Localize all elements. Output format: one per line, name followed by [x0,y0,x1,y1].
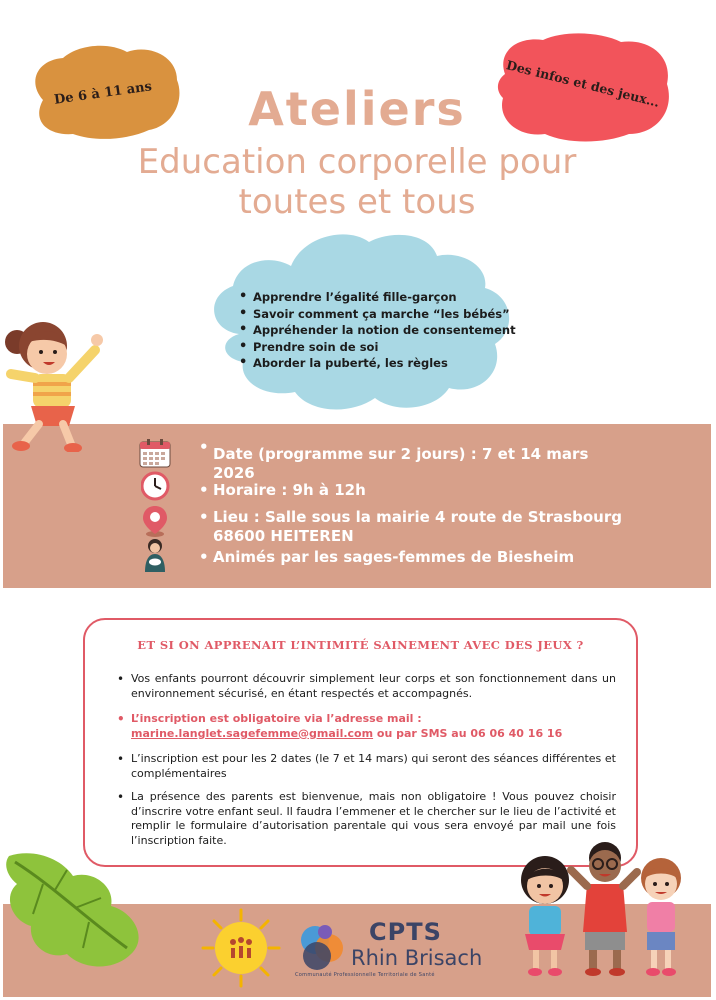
paragraph-4-text: La présence des parents est bienvenue, mais non obligatoire ! Vous pouvez choisir d’inscrire votre enfant seul. Il faudra l’emmener et le chercher sur le lieu de l’activité et remplir le formulaire d’autorisation parentale qui vous sera envoyé par mail une fois l’inscription faite. [131,790,616,847]
topic-item: • Apprendre l’égalité fille-garçon [253,289,533,306]
info-box-title: ET SI ON APPRENAIT L’INTIMITÉ SAINEMENT AVEC DES JEUX ? [137,638,584,652]
page-title: Ateliers [248,82,466,136]
topic-item: • Prendre soin de soi [253,339,533,356]
info-paragraph [117,672,616,701]
topics-list [239,289,533,372]
registration-paragraph [117,712,616,741]
registration-email-link[interactable]: marine.langlet.sagefemme@gmail.com [131,726,374,740]
paragraph-3-text: L’inscription est pour les 2 dates (le 7 et 14 mars) qui seront des séances différentes et complémentaires [131,752,616,780]
flyer-page [3,4,711,997]
sun-logo [201,908,281,988]
subtitle-line-1: Education corporelle pour [137,142,577,182]
registration-sms: ou par SMS au 06 06 40 16 16 [373,726,563,740]
children-illustration [509,836,709,986]
paragraph-bullet: • [117,752,125,766]
registration-lead: L’inscription est obligatoire via l’adresse mail : [131,712,422,725]
topic-item: • Appréhender la notion de consentement [253,322,533,339]
clock-icon [141,470,173,502]
paragraph-bullet: • [117,712,125,726]
paragraph-1-text: Vos enfants pourront découvrir simplement leur corps et son fonctionnement dans un environnement sécurisé, en étant respectés et accompagnés. [131,672,616,700]
date-text: Date (programme sur 2 jours) : 7 et 14 mars 2026 [213,445,589,482]
leaf-illustration [3,846,153,976]
location-row [139,504,699,546]
date-bullet: • [199,438,209,456]
age-badge-text: De 6 à 11 ans [53,79,153,108]
page-subtitle [3,142,711,222]
date-row [139,438,699,482]
dates-paragraph [117,752,616,781]
location-line-1: Lieu : Salle sous la mairie 4 route de Strasbourg [213,508,622,526]
info-box [83,618,638,867]
cpts-region: Rhin Brisach [351,946,483,970]
time-text: Horaire : 9h à 12h [213,481,366,499]
paragraph-bullet: • [117,790,125,804]
subtitle-line-2: toutes et tous [238,182,476,222]
topic-item: • Aborder la puberté, les règles [253,355,533,372]
girl-illustration [3,312,115,452]
calendar-icon [139,438,171,468]
cpts-wordmark: CPTS [369,918,442,946]
location-line-2: 68600 HEITEREN [213,527,354,545]
midwives-row [139,548,699,580]
location-pin-icon [143,504,175,538]
time-bullet: • [199,481,209,499]
cpts-logo [295,914,485,984]
infos-badge-text: Des infos et des jeux... [504,57,662,110]
time-row [139,470,699,502]
topic-item: • Savoir comment ça marche “les bébés” [253,306,533,323]
midwives-text: Animés par les sages-femmes de Biesheim [213,548,575,566]
location-bullet: • [199,508,209,526]
cpts-subtitle: Communauté Professionnelle Territoriale de Santé [295,972,435,978]
cpts-emblem [295,920,351,976]
paragraph-bullet: • [117,672,125,686]
location-text [213,508,633,546]
midwife-icon [143,538,175,574]
midwives-bullet: • [199,548,209,566]
